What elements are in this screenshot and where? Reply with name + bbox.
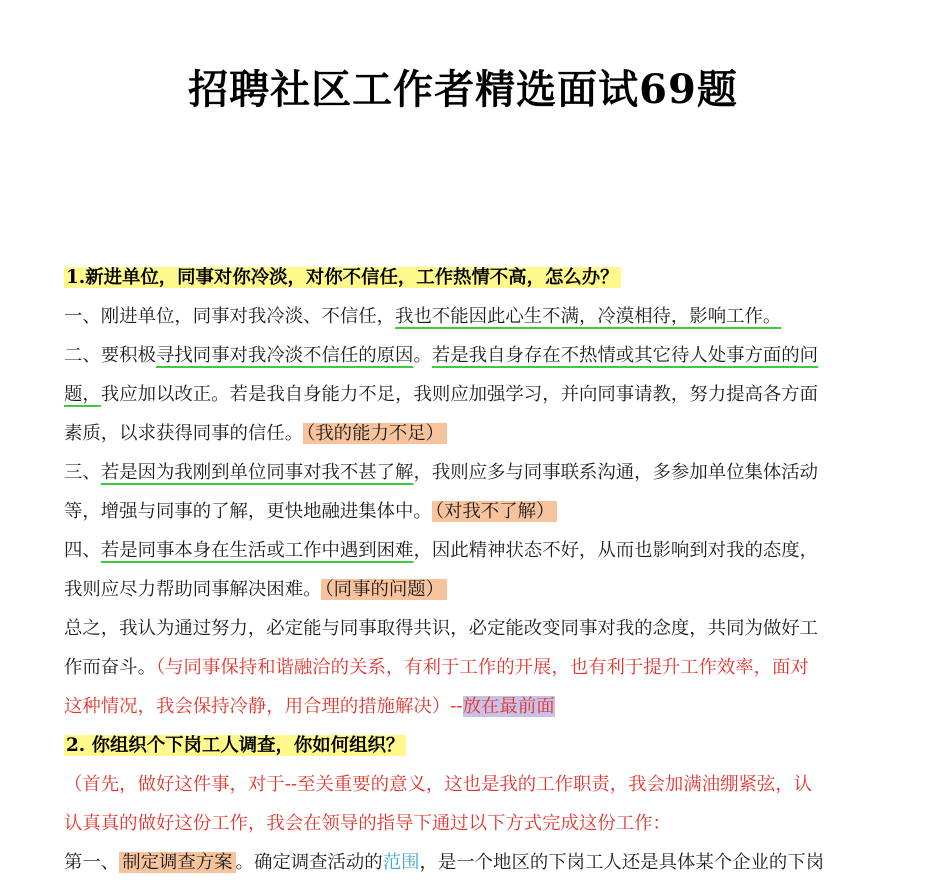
answer-line [64, 531, 884, 570]
text-segment: ，因此精神状态不好，从而也影响到对我的态度， [413, 540, 819, 561]
highlight-tag: （对我不了解） [432, 501, 558, 522]
page-title: 招聘社区工作者精选面试69题 [188, 66, 738, 113]
purple-highlight: 放在最前面 [462, 696, 555, 717]
answer-line [64, 336, 884, 375]
answer-line [64, 687, 884, 726]
text-segment: ，是一个地区的下岗工人还是具体某个企业的下岗 [419, 852, 825, 873]
underlined-text: 若是同事本身在生活或工作中遇到困难 [100, 540, 414, 561]
text-segment: 等，增强与同事的了解，更快地融进集体中。 [64, 501, 432, 522]
underlined-text: 我也不能因此心生不满，冷漠相待，影响工作。 [395, 306, 782, 327]
underlined-text: 若是因为我刚到单位同事对我不甚了解 [100, 462, 414, 483]
question-2: 2. 你组织个下岗工人调查，你如何组织？ [66, 735, 405, 756]
red-note: （首先，做好这件事，对于--至关重要的意义，这也是我的工作职责，我会加满油绷紧弦，认 [64, 774, 813, 795]
text-segment: 第一、 [64, 852, 120, 873]
answer-line [64, 648, 884, 687]
answer-line [64, 297, 884, 336]
highlight-tag: （同事的问题） [321, 579, 447, 600]
text-segment: 总之，我认为通过努力，必定能与同事取得共识，必定能改变同事对我的念度，共同为做好工 [64, 618, 819, 639]
text-segment: 我则应尽力帮助同事解决困难。 [64, 579, 322, 600]
red-note: 这种情况，我会保持冷静，用合理的措施解决）-- [64, 696, 463, 717]
red-note: （与同事保持和谐融洽的关系，有利于工作的开展，也有利于提升工作效率，面对 [155, 657, 809, 678]
underlined-text: 寻找同事对我冷淡不信任的原因 [155, 345, 414, 366]
blue-text: 范围 [382, 852, 420, 873]
answer-line [64, 453, 884, 492]
question-2-line [64, 726, 884, 765]
text-segment: 。确定调查活动的 [235, 852, 383, 873]
text-segment: 二、要积极 [64, 345, 156, 366]
underlined-text: 题， [64, 384, 101, 405]
answer-line [64, 492, 884, 531]
text-segment: 四、 [64, 540, 101, 561]
answer-line [64, 375, 884, 414]
text-segment: 。若是我自身能力不足，我则应加强学习，并向同事请教，努力提高各方面 [211, 384, 819, 405]
highlight-tag: （我的能力不足） [303, 423, 447, 444]
red-note: 认真真的做好这份工作，我会在领导的指导下通过以下方式完成这份工作： [64, 813, 671, 834]
answer-line [64, 804, 884, 843]
text-segment: 一、刚进单位，同事对我冷淡、不信任， [64, 306, 396, 327]
question-1: 1.新进单位，同事对你冷淡，对你不信任，工作热情不高，怎么办？ [66, 267, 619, 288]
text-segment: 素质，以求获得同事的信任。 [64, 423, 304, 444]
answer-line [64, 765, 884, 804]
text-segment: 三、 [64, 462, 101, 483]
text-segment: ，我则应多与同事联系沟通，多参加单位集体活动 [413, 462, 819, 483]
text-segment: 作而奋斗。 [64, 657, 156, 678]
underlined-text: 若是我自身存在不热情或其它待人处事方面的问 [431, 345, 819, 366]
answer-line [64, 570, 884, 609]
answer-line [64, 609, 884, 648]
text-segment: 我应加以改正 [100, 384, 212, 405]
text-segment: 。 [413, 345, 432, 366]
answer-line [64, 414, 884, 453]
document-body [64, 258, 884, 882]
question-1-line [64, 258, 884, 297]
highlight-tag: 制定调查方案 [119, 852, 235, 873]
answer-line [64, 843, 884, 882]
